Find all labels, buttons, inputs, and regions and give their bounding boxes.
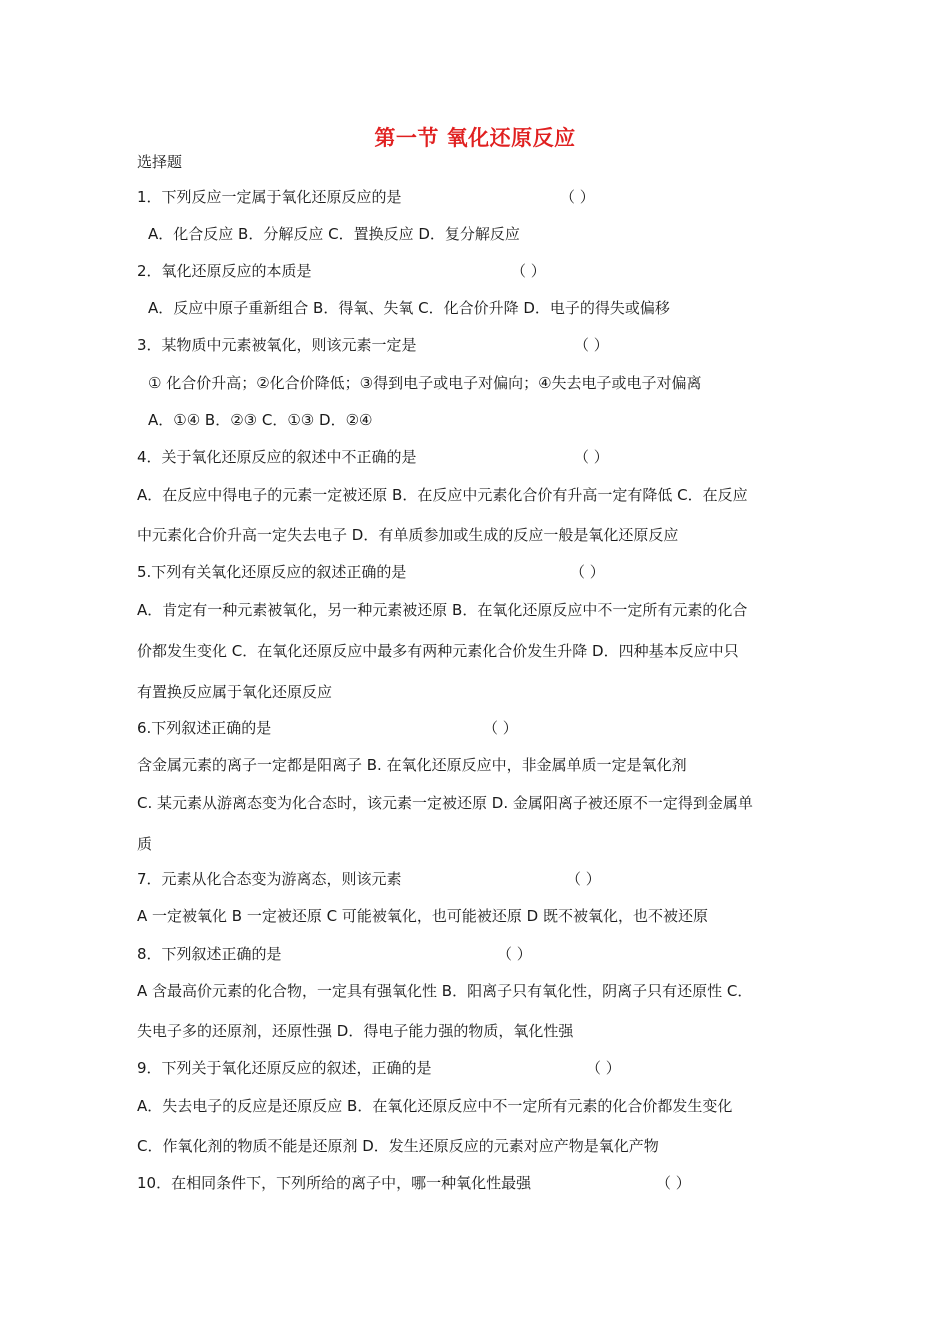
question-2-stem: 2．氧化还原反应的本质是 [137,262,312,280]
question-10-answer-bracket: （ ） [656,1174,691,1192]
question-6-options-line-2: C. 某元素从游离态变为化合态时，该元素一定被还原 D. 金属阳离子被还原不一定得到金属单 [137,794,753,812]
question-6-options-line-1: 含金属元素的离子一定都是阳离子 B. 在氧化还原反应中，非金属单质一定是氧化剂 [137,756,687,774]
question-4-options-line-1: A．在反应中得电子的元素一定被还原 B．在反应中元素化合价有升高一定有降低 C．在反应 [137,486,748,504]
question-4-options-line-2: 中元素化合价升高一定失去电子 D．有单质参加或生成的反应一般是氧化还原反应 [137,526,679,544]
question-4-stem: 4．关于氧化还原反应的叙述中不正确的是 [137,448,417,466]
question-5-stem: 5.下列有关氧化还原反应的叙述正确的是 [137,563,407,581]
question-10-stem: 10．在相同条件下，下列所给的离子中，哪一种氧化性最强 [137,1174,532,1192]
question-1-stem: 1．下列反应一定属于氧化还原反应的是 [137,188,402,206]
question-2-options: A．反应中原子重新组合 B．得氧、失氧 C．化合价升降 D．电子的得失或偏移 [148,299,670,317]
question-6-stem: 6.下列叙述正确的是 [137,719,272,737]
question-7-answer-bracket: （ ） [566,870,601,888]
page-title: 第一节 氧化还原反应 [374,126,576,150]
question-8-options-line-2: 失电子多的还原剂，还原性强 D．得电子能力强的物质，氧化性强 [137,1022,574,1040]
question-8-stem: 8．下列叙述正确的是 [137,945,282,963]
question-5-options-line-3: 有置换反应属于氧化还原反应 [137,683,333,701]
question-9-answer-bracket: （ ） [586,1059,621,1077]
question-9-options-line-1: A．失去电子的反应是还原反应 B．在氧化还原反应中不一定所有元素的化合价都发生变化 [137,1097,733,1115]
question-8-options-line-1: A 含最高价元素的化合物，一定具有强氧化性 B．阳离子只有氧化性，阴离子只有还原性 C． [137,982,753,1000]
question-6-options-line-3: 质 [137,835,153,853]
question-3-answer-bracket: （ ） [574,336,609,354]
question-1-answer-bracket: （ ） [560,188,595,206]
question-8-answer-bracket: （ ） [497,945,532,963]
question-4-answer-bracket: （ ） [574,448,609,466]
question-5-options-line-2: 价都发生变化 C．在氧化还原反应中最多有两种元素化合价发生升降 D．四种基本反应中只 [137,642,739,660]
question-5-options-line-1: A．肯定有一种元素被氧化，另一种元素被还原 B．在氧化还原反应中不一定所有元素的化合 [137,601,748,619]
question-9-stem: 9．下列关于氧化还原反应的叙述，正确的是 [137,1059,432,1077]
question-2-answer-bracket: （ ） [511,262,546,280]
question-6-answer-bracket: （ ） [483,719,518,737]
question-7-options: A 一定被氧化 B 一定被还原 C 可能被氧化，也可能被还原 D 既不被氧化，也不被还原 [137,907,708,925]
question-7-stem: 7．元素从化合态变为游离态，则该元素 [137,870,402,888]
question-5-answer-bracket: （ ） [570,563,605,581]
question-9-options-line-2: C．作氧化剂的物质不能是还原剂 D．发生还原反应的元素对应产物是氧化产物 [137,1137,659,1155]
question-3-options: A．①④ B．②③ C．①③ D．②④ [148,411,373,429]
question-1-options: A．化合反应 B．分解反应 C．置换反应 D．复分解反应 [148,225,520,243]
section-heading: 选择题 [137,153,183,171]
question-3-statements: ① 化合价升高；②化合价降低；③得到电子或电子对偏向；④失去电子或电子对偏离 [148,374,702,392]
question-3-stem: 3．某物质中元素被氧化，则该元素一定是 [137,336,417,354]
